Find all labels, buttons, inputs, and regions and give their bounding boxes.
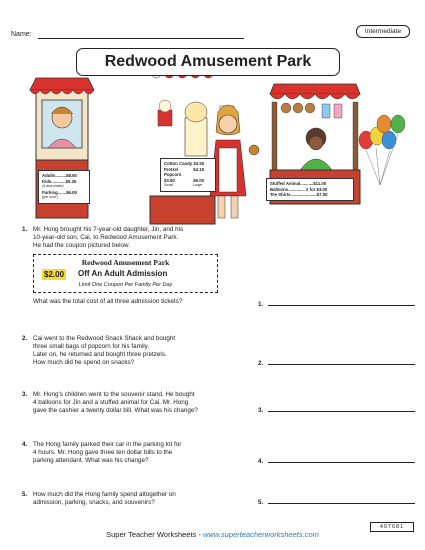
answer-3 (258, 407, 415, 414)
coupon-offer: Off An Adult Admission (78, 269, 168, 278)
price-popcorn-large: $6.00 (193, 177, 204, 183)
popcorn-small-label: Small (164, 183, 173, 188)
popcorn-label: Popcorn (164, 172, 182, 178)
question-line: Mr. Hong's children went to the souvenir stand. He bought (33, 391, 195, 398)
footer (0, 530, 425, 539)
snack-stand-illustration (150, 66, 215, 224)
question-line: Later on, he returned and bought three pretzels. (33, 351, 167, 358)
price-kids: Kids............$5.25 (42, 178, 77, 184)
question-line: gave the cashier a twenty dollar bill. What was his change? (33, 407, 198, 414)
question-line: 10-year-old son, Cai, to Redwood Amusement Park. (33, 234, 179, 241)
answer-2 (258, 360, 415, 367)
price-balloons: Balloons.............. 2 for $3.00 (270, 186, 328, 192)
question-line: How much did the Hong family spend altogether on (33, 491, 176, 498)
page-title: Redwood Amusement Park (76, 48, 340, 76)
footer-brand: Super Teacher Worksheets (106, 530, 197, 539)
answer-line[interactable] (268, 503, 415, 504)
question-number: 4. (22, 441, 28, 448)
popcorn-large-label: Large (192, 183, 202, 188)
question-line: Cai went to the Redwood Snack Shack and bought (33, 335, 176, 342)
answer-label: 2. (258, 360, 264, 367)
question-number: 1. (22, 226, 28, 233)
question-line: The Hong family parked their car in the parking lot for (33, 441, 182, 448)
answer-line[interactable] (268, 364, 415, 365)
answer-5 (258, 499, 415, 506)
price-popcorn-small: $3.50 (164, 177, 175, 183)
question-line: parking attendant. What was his change? (33, 457, 149, 464)
footer-separator: - (196, 530, 203, 539)
name-input-line[interactable] (38, 38, 244, 39)
question-line: 4 balloons for Jin and a stuffed animal for Cai. Mr. Hong (33, 399, 189, 406)
question-1 (22, 226, 322, 250)
answer-label: 3. (258, 407, 264, 414)
footer-url-link[interactable]: www.superteacherworksheets.com (202, 530, 319, 539)
vendor-illustration (210, 105, 259, 218)
name-label: Name: (11, 31, 32, 38)
question-line: admission, parking, snacks, and souvenirs? (33, 499, 155, 506)
ticket-price-sign (38, 170, 90, 204)
question-line: three small bags of popcorn for his family. (33, 343, 150, 350)
price-parking: Parking.......$6.00 (42, 189, 77, 195)
price-stuffed-animal: Stuffed Animal...........$11.00 (270, 181, 327, 186)
question-number: 2. (22, 335, 28, 342)
question-line: He had the coupon pictured below. (33, 242, 130, 249)
answer-label: 5. (258, 499, 264, 506)
coupon (33, 254, 218, 293)
question-line: 4 hours. Mr. Hong gave three ten dollar bills to the (33, 449, 173, 456)
souvenir-price-sign (266, 178, 354, 201)
question-number: 5. (22, 491, 28, 498)
price-adults: Adults.........$8.50 (42, 173, 77, 178)
price-kids-note: (4 and under) (42, 184, 64, 189)
answer-1 (258, 301, 415, 308)
answer-label: 1. (258, 301, 264, 308)
price-cotton-candy: Cotton Candy $3.50 (164, 161, 205, 166)
answer-line[interactable] (268, 411, 415, 412)
answer-line[interactable] (268, 462, 415, 463)
question-line: How much did he spend on snacks? (33, 359, 135, 366)
pretzel-label: Pretzel (164, 166, 179, 172)
question-line: Mr. Hong brought his 7-year-old daughter, Jin, and his (33, 226, 184, 233)
price-pretzel: $4.15 (193, 166, 204, 172)
worksheet-serial: 497681 (370, 522, 414, 532)
snack-price-sign (160, 158, 216, 192)
answer-4 (258, 458, 415, 465)
question-number: 3. (22, 391, 28, 398)
answer-line[interactable] (268, 305, 415, 306)
price-tee-shirts: Tee Shirts......................$7.00 (270, 192, 328, 198)
coupon-amount: $2.00 (44, 270, 65, 279)
coupon-title: Redwood Amusement Park (81, 258, 170, 267)
price-parking-note: (per hour) (42, 195, 58, 200)
coupon-limit: Limit One Coupon Per Family Per Day (78, 282, 173, 288)
answer-label: 4. (258, 458, 264, 465)
level-badge: Intermediate (356, 25, 410, 38)
question-1-ask: What was the total cost of all three admission tickets? (33, 298, 183, 305)
